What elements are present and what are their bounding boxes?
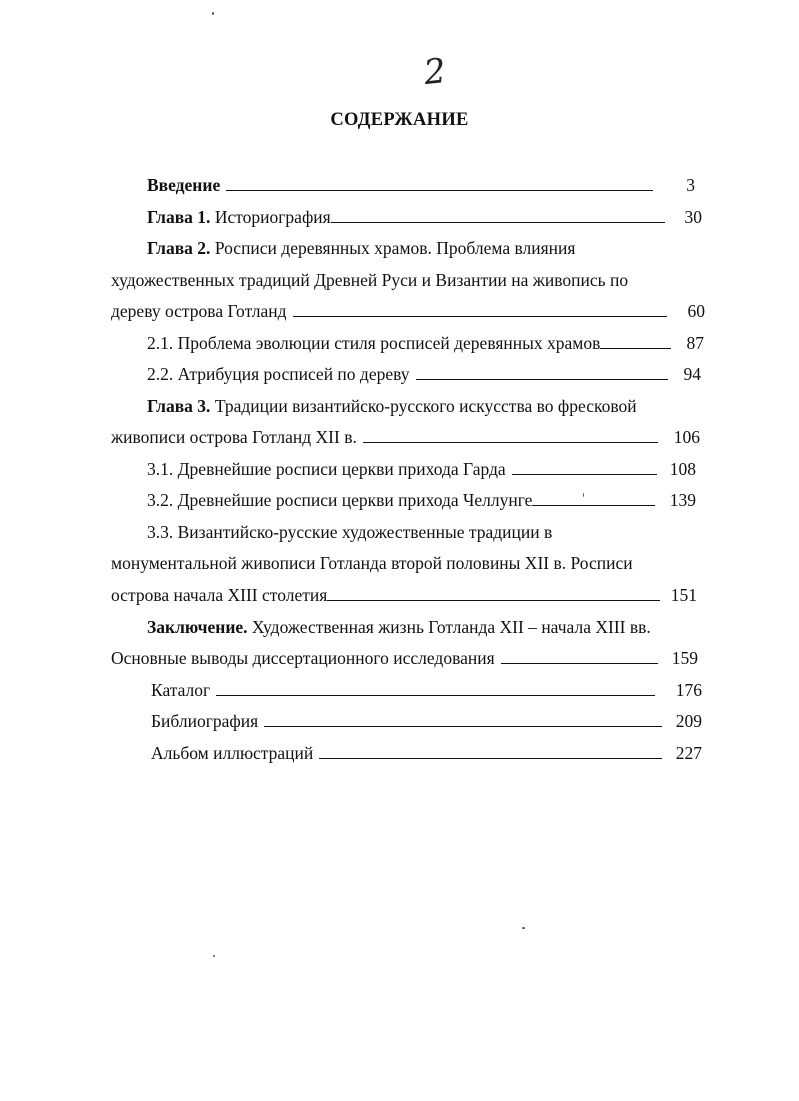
toc-album-page: 227 <box>675 743 702 763</box>
scan-speck <box>583 493 584 497</box>
toc-entry-chapter-2-line1 <box>147 237 575 259</box>
toc-entry-3-2 <box>147 489 661 511</box>
toc-leader-line <box>327 584 660 601</box>
toc-leader-line <box>501 647 658 664</box>
toc-catalog-text: Каталог <box>151 680 211 700</box>
toc-s33-page: 151 <box>670 585 697 605</box>
toc-s22-text: 2.2. Атрибуция росписей по дереву <box>147 364 410 384</box>
toc-s21-text: 2.1. Проблема эволюции стиля росписей деревянных храмов <box>147 333 601 353</box>
handwritten-page-number: 2 <box>421 50 448 94</box>
toc-ch3-page: 106 <box>673 427 700 447</box>
scan-speck <box>212 12 214 15</box>
toc-entry-2-1 <box>147 332 677 354</box>
toc-intro-page: 3 <box>686 175 695 195</box>
toc-ch2-page: 60 <box>687 301 705 321</box>
toc-conclusion-label: Заключение. <box>147 617 248 637</box>
toc-leader-line <box>600 332 671 349</box>
toc-album-text: Альбом иллюстраций <box>151 743 314 763</box>
toc-entry-conclusion-line2 <box>111 647 664 669</box>
toc-s33-line2: монументальной живописи Готланда второй половины XII в. Росписи <box>111 553 633 573</box>
toc-entry-chapter-2-line3 <box>111 300 673 322</box>
toc-leader-line <box>226 174 653 191</box>
toc-leader-line <box>363 426 658 443</box>
toc-intro-label: Введение <box>147 175 221 195</box>
toc-entry-bibliography <box>151 710 668 732</box>
toc-ch3-label: Глава 3. <box>147 396 211 416</box>
toc-entry-2-2 <box>147 363 674 385</box>
toc-ch3-line1: Традиции византийско-русского искусства во фресковой <box>214 396 637 416</box>
toc-leader-line <box>216 679 655 696</box>
toc-s32-page: 139 <box>669 490 696 510</box>
toc-entry-3-1 <box>147 458 663 480</box>
toc-entry-catalog <box>151 679 661 701</box>
toc-s33-line3: острова начала XIII столетия <box>111 585 328 605</box>
scan-speck <box>213 955 215 957</box>
toc-leader-line <box>416 363 668 380</box>
toc-entry-album <box>151 742 668 764</box>
toc-entry-intro <box>147 174 659 196</box>
toc-conclusion-page: 159 <box>671 648 698 668</box>
toc-ch2-line2: художественных традиций Древней Руси и Византии на живопись по <box>111 270 629 290</box>
toc-ch1-text: Историография <box>214 207 331 227</box>
toc-entry-chapter-3-line1 <box>147 395 637 417</box>
toc-s21-page: 87 <box>686 333 704 353</box>
toc-entry-3-3-line3 <box>111 584 666 606</box>
toc-ch2-line1: Росписи деревянных храмов. Проблема влияния <box>214 238 576 258</box>
toc-leader-line <box>331 206 665 223</box>
toc-leader-line <box>319 742 662 759</box>
toc-ch3-line2: живописи острова Готланд XII в. <box>111 427 357 447</box>
toc-s33-line1: 3.3. Византийско-русские художественные традиции в <box>147 522 553 542</box>
toc-ch2-label: Глава 2. <box>147 238 211 258</box>
toc-ch1-page: 30 <box>684 207 702 227</box>
toc-bibliography-page: 209 <box>675 711 702 731</box>
page-title: СОДЕРЖАНИЕ <box>330 110 469 130</box>
toc-entry-conclusion-line1 <box>147 616 651 638</box>
toc-bibliography-text: Библиография <box>151 711 259 731</box>
toc-leader-line <box>264 710 662 727</box>
toc-ch1-label: Глава 1. <box>147 207 211 227</box>
toc-catalog-page: 176 <box>675 680 702 700</box>
toc-ch2-line3: дереву острова Готланд <box>111 301 287 321</box>
toc-s31-page: 108 <box>669 459 696 479</box>
toc-leader-line <box>293 300 667 317</box>
toc-leader-line <box>512 458 657 475</box>
toc-s32-text: 3.2. Древнейшие росписи церкви прихода Челлунге <box>147 490 533 510</box>
scan-speck <box>522 927 525 929</box>
toc-s31-text: 3.1. Древнейшие росписи церкви прихода Гарда <box>147 459 506 479</box>
toc-entry-chapter-3-line2 <box>111 426 664 448</box>
toc-conclusion-line1: Художественная жизнь Готланда XII – начала XIII вв. <box>251 617 651 637</box>
toc-leader-line <box>532 489 655 506</box>
toc-s22-page: 94 <box>683 364 701 384</box>
toc-entry-chapter-1 <box>147 206 671 228</box>
toc-conclusion-line2: Основные выводы диссертационного исследования <box>111 648 495 668</box>
